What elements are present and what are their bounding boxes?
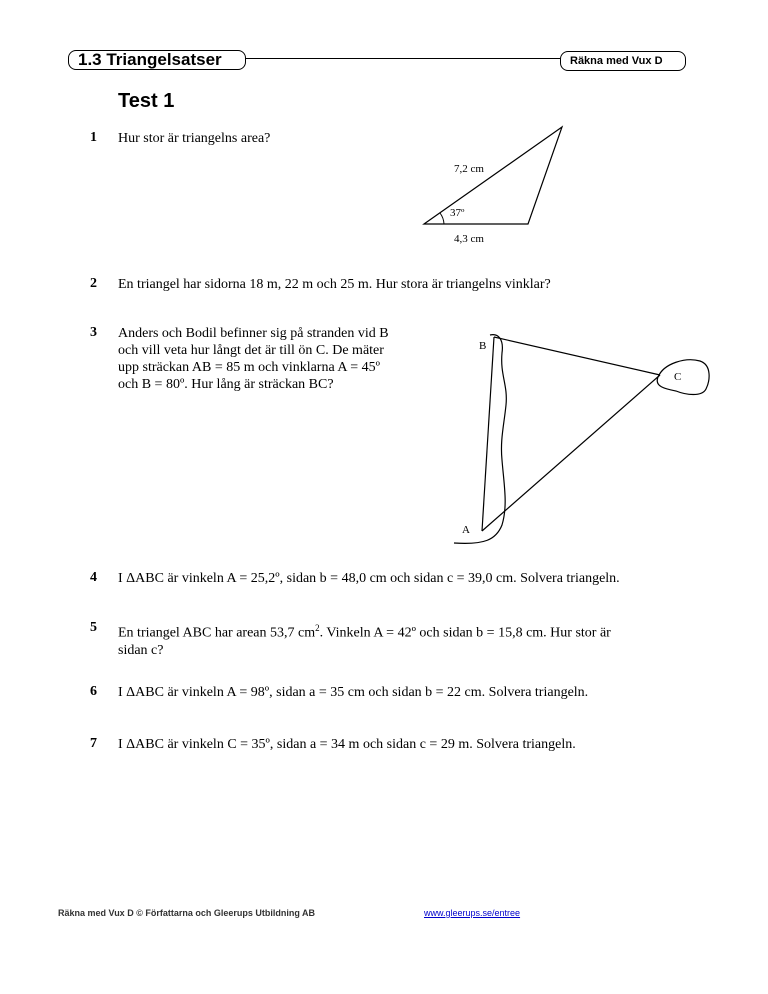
angle-label: 37º <box>450 207 465 219</box>
page-title: Test 1 <box>118 90 175 112</box>
island <box>657 360 709 395</box>
label-b: B <box>479 340 487 352</box>
footer-link[interactable]: www.gleerups.se/entree <box>424 908 521 918</box>
question-4-number: 4 <box>90 570 97 585</box>
line-bc <box>494 337 660 375</box>
base-length-label: 4,3 cm <box>454 233 484 245</box>
question-7-text: I ΔABC är vinkeln C = 35º, sidan a = 34 m och sidan c = 29 m. Solvera triangeln. <box>118 737 576 752</box>
question-5-superscript: 2 <box>315 623 320 633</box>
question-2-text: En triangel har sidorna 18 m, 22 m och 25 m. Hur stora är triangelns vinklar? <box>118 277 551 292</box>
header-divider <box>246 58 560 59</box>
question-3-line: och B = 80º. Hur lång är sträckan BC? <box>118 377 334 392</box>
book-title: Räkna med Vux D <box>570 55 663 67</box>
question-5-text-before: En triangel ABC har arean 53,7 cm <box>118 625 316 641</box>
question-1-text: Hur stor är triangelns area? <box>118 131 271 146</box>
angle-arc <box>440 213 444 224</box>
question-3-number: 3 <box>90 325 97 340</box>
shoreline <box>454 335 506 544</box>
line-ac <box>482 375 660 531</box>
question-6-number: 6 <box>90 684 97 699</box>
question-1-number: 1 <box>90 130 97 145</box>
question-4-text: I ΔABC är vinkeln A = 25,2º, sidan b = 48,0 cm och sidan c = 39,0 cm. Solvera triangeln. <box>118 571 620 586</box>
question-3-line: och vill veta hur långt det är till ön C. De mäter <box>118 343 384 358</box>
triangle-figure <box>410 120 580 250</box>
question-3-text <box>118 325 389 393</box>
side-length-label: 7,2 cm <box>454 163 484 175</box>
question-3-line: upp sträckan AB = 85 m och vinklarna A = 45º <box>118 360 380 375</box>
label-c: C <box>674 371 682 383</box>
label-a: A <box>462 524 470 536</box>
triangle-shape <box>424 127 562 224</box>
question-5-text <box>118 620 611 659</box>
question-6-text: I ΔABC är vinkeln A = 98º, sidan a = 35 cm och sidan b = 22 cm. Solvera triangeln. <box>118 685 589 700</box>
question-7-number: 7 <box>90 736 97 751</box>
line-ab <box>482 337 494 531</box>
question-2-number: 2 <box>90 276 97 291</box>
question-5-line-2: sidan c? <box>118 642 164 658</box>
question-5-text-after: . Vinkeln A = 42º och sidan b = 15,8 cm. Hur stor är <box>319 625 611 641</box>
question-5-line <box>118 620 611 642</box>
map-figure <box>450 325 712 550</box>
question-3-line: Anders och Bodil befinner sig på stranden vid B <box>118 326 389 341</box>
footer-copyright: Räkna med Vux D © Författarna och Gleerups Utbildning AB <box>58 908 315 918</box>
question-5-number: 5 <box>90 620 97 635</box>
chapter-title: 1.3 Triangelsatser <box>78 50 222 69</box>
